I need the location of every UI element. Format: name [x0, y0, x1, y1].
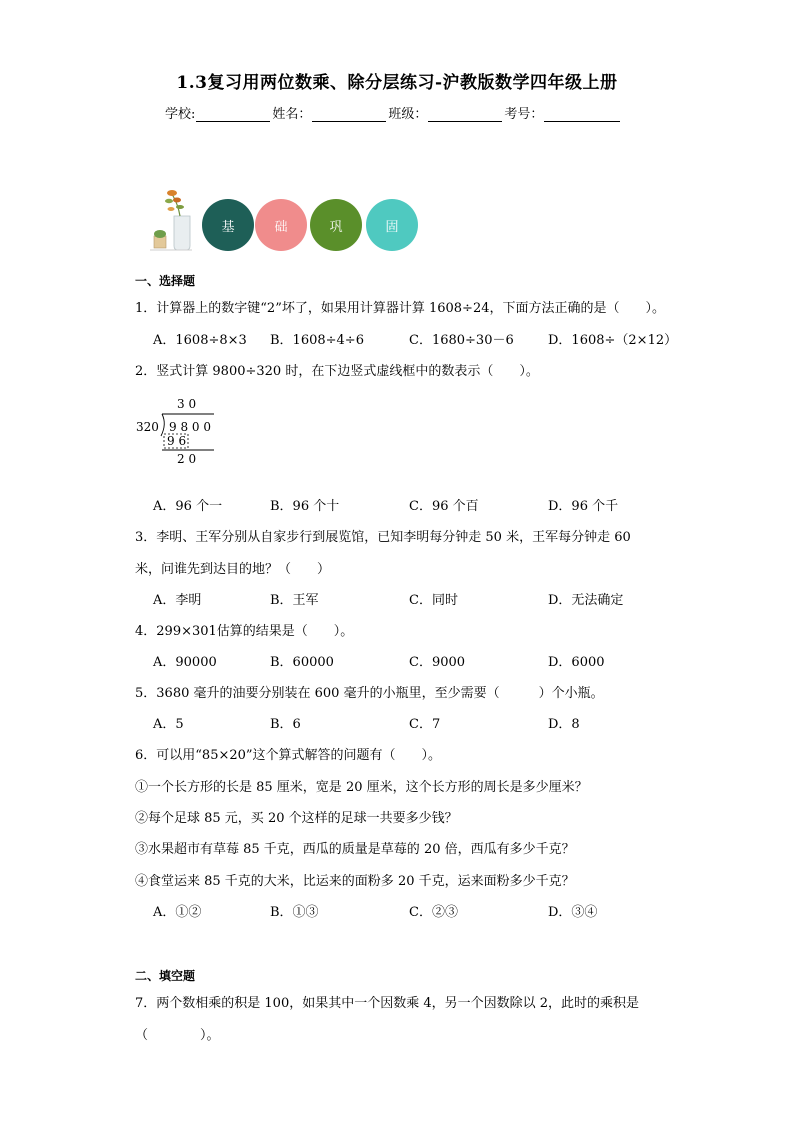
- question-6: 6．可以用“85×20”这个算式解答的问题有（ ）。: [135, 748, 442, 763]
- badge-ji: 基: [202, 199, 254, 251]
- q2-option-a[interactable]: A．96 个一: [153, 499, 223, 514]
- q2-option-c[interactable]: C．96 个百: [409, 499, 479, 514]
- badge-gong: 巩: [310, 199, 362, 251]
- q6-item-3: ③水果超市有草莓 85 千克，西瓜的质量是草莓的 20 倍，西瓜有多少千克？: [135, 842, 575, 857]
- exam-no-label: 考号：: [504, 107, 544, 122]
- question-4: 4．299×301估算的结果是（ ）。: [135, 624, 354, 639]
- q4-option-c[interactable]: C．9000: [409, 655, 466, 670]
- q5-option-d[interactable]: D．8: [548, 717, 580, 732]
- question-2: 2．竖式计算 9800÷320 时，在下边竖式虚线框中的数表示（ ）。: [135, 364, 539, 379]
- q6-item-4: ④食堂运来 85 千克的大米，比运来的面粉多 20 千克，运来面粉多少千克？: [135, 874, 575, 889]
- question-5: 5．3680 毫升的油要分别装在 600 毫升的小瓶里，至少需要（ ）个小瓶。: [135, 686, 604, 701]
- badge-chu: 础: [255, 199, 307, 251]
- section-fill-heading: 二、填空题: [135, 969, 196, 983]
- q3-option-c[interactable]: C．同时: [409, 593, 458, 608]
- division-divisor: 320: [136, 420, 159, 434]
- q6-option-c[interactable]: C．②③: [409, 905, 458, 920]
- question-7-line-2: （ ）。: [135, 1028, 220, 1043]
- exam-no-field[interactable]: [544, 107, 620, 122]
- section-choice-heading: 一、选择题: [135, 274, 196, 288]
- q6-item-2: ②每个足球 85 元，买 20 个这样的足球一共要多少钱？: [135, 811, 458, 826]
- q1-option-d[interactable]: D．1608÷（2×12）: [548, 333, 678, 348]
- q4-option-a[interactable]: A．90000: [153, 655, 217, 670]
- long-division: [132, 396, 222, 468]
- badge-gu: 固: [366, 199, 418, 251]
- q6-option-d[interactable]: D．③④: [548, 905, 598, 920]
- q4-option-d[interactable]: D．6000: [548, 655, 605, 670]
- question-7-line-1: 7．两个数相乘的积是 100，如果其中一个因数乘 4，另一个因数除以 2，此时的乘积是: [135, 996, 640, 1011]
- q3-option-d[interactable]: D．无法确定: [548, 593, 624, 608]
- name-label: 姓名：: [272, 107, 312, 122]
- class-label: 班级：: [388, 107, 428, 122]
- q6-option-a[interactable]: A．①②: [153, 905, 202, 920]
- page-title: 1.3复习用两位数乘、除分层练习-沪教版数学四年级上册: [176, 73, 618, 93]
- school-field[interactable]: [196, 107, 270, 122]
- q4-option-b[interactable]: B．60000: [270, 655, 334, 670]
- q1-option-c[interactable]: C．1680÷30－6: [409, 333, 514, 348]
- question-3-line-1: 3．李明、王军分别从自家步行到展览馆，已知李明每分钟走 50 米，王军每分钟走 60: [135, 530, 631, 545]
- division-remainder: 2 0: [177, 452, 197, 466]
- school-label: 学校:: [165, 107, 196, 122]
- q5-option-c[interactable]: C．7: [409, 717, 441, 732]
- q6-item-1: ①一个长方形的长是 85 厘米，宽是 20 厘米，这个长方形的周长是多少厘米？: [135, 780, 588, 795]
- name-field[interactable]: [312, 107, 386, 122]
- class-field[interactable]: [428, 107, 502, 122]
- q1-option-b[interactable]: B．1608÷4÷6: [270, 333, 364, 348]
- q5-option-a[interactable]: A．5: [153, 717, 184, 732]
- q5-option-b[interactable]: B．6: [270, 717, 301, 732]
- division-quotient: 3 0: [177, 397, 197, 411]
- q2-option-d[interactable]: D．96 个千: [548, 499, 619, 514]
- division-product-boxed: 9 6: [167, 434, 187, 448]
- plant-vase-icon: [150, 186, 192, 252]
- question-1: 1．计算器上的数字键“2”坏了，如果用计算器计算 1608÷24，下面方法正确的是（ ）。: [135, 301, 665, 316]
- student-info: [165, 103, 622, 122]
- q3-option-b[interactable]: B．王军: [270, 593, 319, 608]
- division-dividend: 9 8 0 0: [169, 420, 211, 434]
- q1-option-a[interactable]: A．1608÷8×3: [153, 333, 247, 348]
- q6-option-b[interactable]: B．①③: [270, 905, 319, 920]
- question-3-line-2: 米，问谁先到达目的地？（ ）: [135, 562, 331, 577]
- q3-option-a[interactable]: A．李明: [153, 593, 202, 608]
- q2-option-b[interactable]: B．96 个十: [270, 499, 340, 514]
